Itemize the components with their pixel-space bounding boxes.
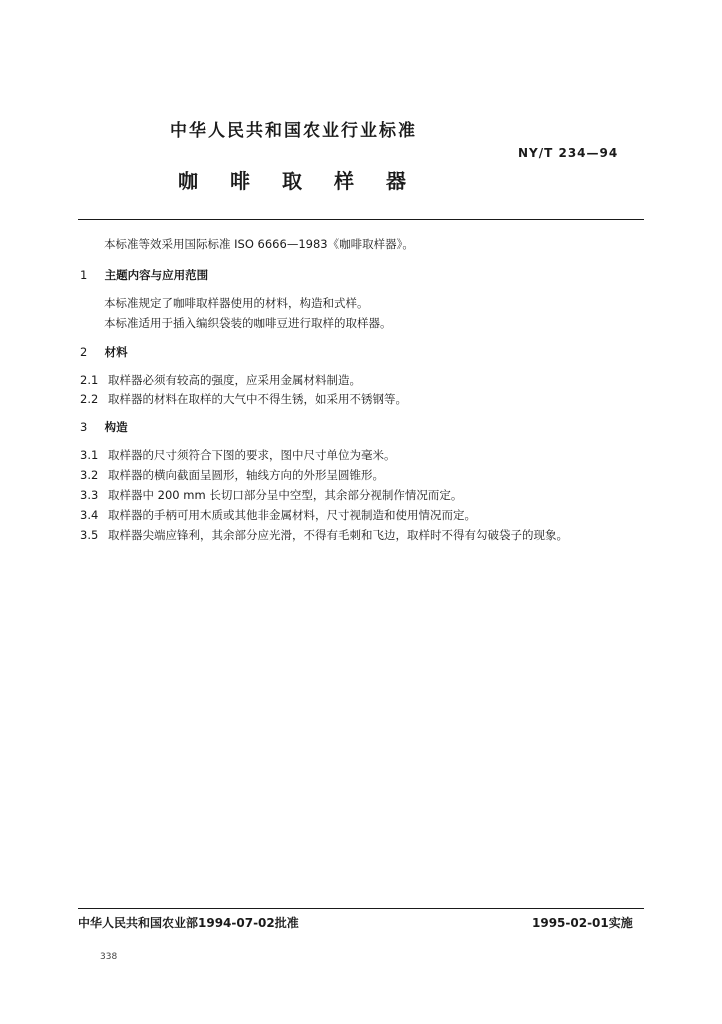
item-number: 2.2 — [80, 392, 99, 406]
section-title: 材料 — [104, 345, 128, 359]
section-heading — [80, 347, 128, 359]
approval-line: 中华人民共和国农业部1994-07-02批准 — [78, 916, 299, 930]
effective-date: 1995-02-01实施 — [532, 916, 633, 930]
footer-divider — [78, 908, 644, 909]
item-text: 取样器的材料在取样的大气中不得生锈，如采用不锈钢等。 — [108, 392, 407, 406]
item-text: 取样器的尺寸须符合下图的要求，图中尺寸单位为毫米。 — [108, 448, 396, 462]
item-text: 取样器的横向截面呈圆形，轴线方向的外形呈圆锥形。 — [108, 468, 384, 482]
item-text: 取样器必须有较高的强度，应采用金属材料制造。 — [108, 373, 361, 387]
section-heading — [80, 270, 208, 282]
title-char: 样 — [334, 169, 354, 193]
list-item — [80, 510, 476, 522]
list-item — [80, 530, 568, 542]
header-divider — [78, 219, 644, 220]
title-char: 啡 — [230, 169, 250, 193]
title-char: 取 — [282, 169, 302, 193]
list-item — [80, 375, 361, 387]
item-number: 3.3 — [80, 488, 99, 502]
section-number: 1 — [80, 268, 88, 282]
section-heading — [80, 422, 128, 434]
list-item — [80, 450, 396, 462]
document-title — [178, 165, 438, 194]
paragraph: 本标准适用于插入编织袋装的咖啡豆进行取样的取样器。 — [104, 316, 392, 330]
page-number: 338 — [100, 952, 118, 962]
standard-code: NY/T 234—94 — [518, 146, 619, 160]
standard-body-header: 中华人民共和国农业行业标准 — [170, 121, 417, 141]
item-text: 取样器的手柄可用木质或其他非金属材料，尺寸视制造和使用情况而定。 — [108, 508, 476, 522]
list-item — [80, 470, 384, 482]
item-text: 取样器中 200 mm 长切口部分呈中空型，其余部分视制作情况而定。 — [108, 488, 463, 502]
item-number: 3.1 — [80, 448, 99, 462]
section-number: 3 — [80, 420, 88, 434]
item-number: 2.1 — [80, 373, 99, 387]
list-item — [80, 490, 462, 502]
item-number: 3.2 — [80, 468, 99, 482]
paragraph: 本标准规定了咖啡取样器使用的材料，构造和式样。 — [104, 296, 369, 310]
intro-paragraph: 本标准等效采用国际标准 ISO 6666—1983《咖啡取样器》。 — [104, 237, 414, 251]
section-title: 主题内容与应用范围 — [104, 268, 209, 282]
title-char: 器 — [386, 169, 406, 193]
item-number: 3.5 — [80, 528, 99, 542]
list-item — [80, 394, 407, 406]
item-text: 取样器尖端应锋利，其余部分应光滑，不得有毛刺和飞边，取样时不得有勾破袋子的现象。 — [108, 528, 568, 542]
section-title: 构造 — [104, 420, 128, 434]
item-number: 3.4 — [80, 508, 99, 522]
section-number: 2 — [80, 345, 88, 359]
title-char: 咖 — [178, 169, 198, 193]
